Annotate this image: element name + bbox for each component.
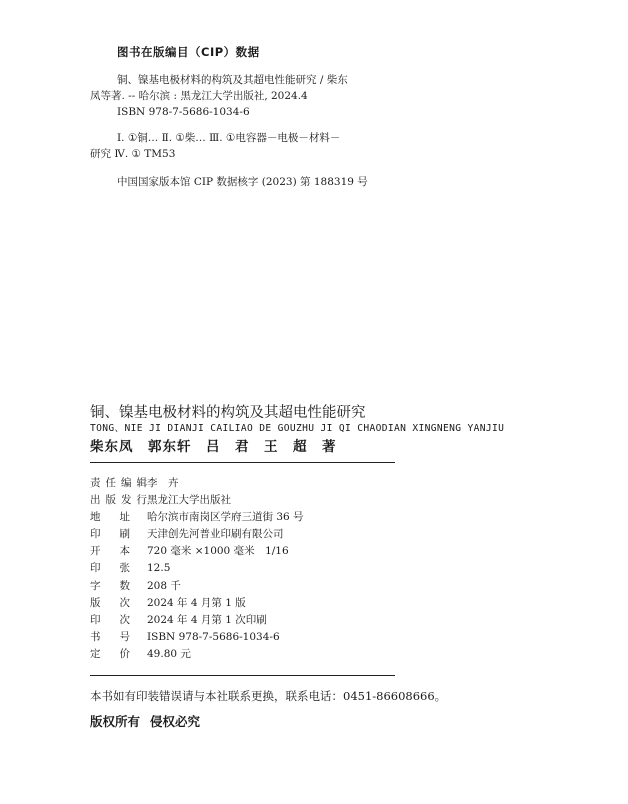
info-label bbox=[90, 629, 130, 646]
info-label-char: 张 bbox=[119, 562, 130, 575]
info-label-char: 印 bbox=[90, 562, 101, 575]
publishing-info-table bbox=[90, 475, 304, 663]
info-label-char: 印 bbox=[90, 528, 101, 541]
info-value: 天津创先河普业印刷有限公司 bbox=[147, 528, 284, 541]
info-label-char: 字 bbox=[90, 579, 101, 592]
info-label-char: 版 bbox=[105, 494, 116, 507]
info-value: 哈尔滨市南岗区学府三道街 36 号 bbox=[147, 511, 304, 524]
info-row bbox=[90, 475, 304, 492]
info-label-char: 本 bbox=[119, 545, 130, 558]
info-value: ISBN 978-7-5686-1034-6 bbox=[147, 630, 280, 643]
info-label-char: 任 bbox=[105, 477, 116, 489]
info-label-char: 数 bbox=[119, 579, 130, 592]
info-row bbox=[90, 595, 304, 612]
info-label-char: 刷 bbox=[119, 528, 130, 541]
cip-line: 铜、镍基电极材料的构筑及其超电性能研究 / 柴东 bbox=[117, 74, 348, 86]
cip-line: Ⅰ. ①铜… Ⅱ. ①柴… Ⅲ. ①电容器－电极－材料－ bbox=[117, 132, 341, 144]
info-row bbox=[90, 578, 304, 595]
info-label-char: 辑 bbox=[136, 477, 147, 489]
info-value: 12.5 bbox=[147, 562, 171, 575]
info-row bbox=[90, 509, 304, 526]
divider-bottom bbox=[90, 675, 395, 676]
info-row bbox=[90, 543, 304, 560]
info-label bbox=[90, 475, 147, 492]
info-row bbox=[90, 629, 304, 646]
info-label-char: 地 bbox=[90, 511, 101, 524]
info-row bbox=[90, 612, 304, 629]
info-label bbox=[90, 560, 130, 577]
info-label-char: 书 bbox=[90, 630, 101, 643]
info-label-char: 次 bbox=[119, 596, 130, 609]
info-label-char: 印 bbox=[90, 613, 101, 626]
info-label bbox=[90, 509, 130, 526]
info-label-char: 号 bbox=[119, 630, 130, 643]
info-label-char: 责 bbox=[90, 477, 101, 489]
cip-line: ISBN 978-7-5686-1034-6 bbox=[117, 106, 250, 118]
info-label bbox=[90, 646, 130, 663]
info-row bbox=[90, 492, 304, 509]
book-title: 铜、镍基电极材料的构筑及其超电性能研究 bbox=[90, 405, 366, 421]
book-authors: 柴东凤 郭东轩 吕 君 王 超 著 bbox=[90, 439, 337, 455]
info-label bbox=[90, 526, 130, 543]
info-value: 49.80 元 bbox=[147, 647, 191, 660]
divider-top bbox=[90, 462, 395, 463]
info-label-char: 址 bbox=[119, 511, 130, 524]
info-label-char: 发 bbox=[121, 494, 132, 507]
info-label-char: 次 bbox=[119, 613, 130, 626]
info-row bbox=[90, 646, 304, 663]
cip-line: 研究 Ⅳ. ① TM53 bbox=[90, 148, 176, 160]
info-label-char: 编 bbox=[121, 477, 132, 489]
info-label-char: 定 bbox=[90, 647, 101, 660]
infringement-notice: 侵权必究 bbox=[150, 714, 201, 729]
info-label-char: 价 bbox=[119, 647, 130, 660]
cip-title: 图书在版编目（CIP）数据 bbox=[117, 45, 260, 59]
info-row bbox=[90, 526, 304, 543]
info-value: 2024 年 4 月第 1 版 bbox=[147, 596, 246, 609]
info-value: 208 千 bbox=[147, 579, 181, 592]
info-label bbox=[90, 492, 147, 509]
info-value: 黑龙江大学出版社 bbox=[147, 494, 231, 507]
info-value: 2024 年 4 月第 1 次印刷 bbox=[147, 613, 267, 626]
cip-line: 凤等著. -- 哈尔滨 : 黑龙江大学出版社, 2024.4 bbox=[90, 90, 308, 102]
info-value: 李 卉 bbox=[147, 477, 179, 489]
info-label-char: 出 bbox=[90, 494, 101, 507]
rights-statement bbox=[90, 712, 200, 730]
info-label-char: 版 bbox=[90, 596, 101, 609]
info-value: 720 毫米 ×1000 毫米 1/16 bbox=[147, 545, 289, 558]
rights-reserved: 版权所有 bbox=[90, 714, 141, 729]
info-label-char: 开 bbox=[90, 545, 101, 558]
info-label bbox=[90, 595, 130, 612]
info-label-char: 行 bbox=[136, 494, 147, 507]
misprint-notice: 本书如有印装错误请与本社联系更换，联系电话：0451-86608666。 bbox=[90, 689, 447, 703]
book-title-pinyin: TONG、NIE JI DIANJI CAILIAO DE GOUZHU JI QI CHAODIAN XINGNENG YANJIU bbox=[90, 423, 505, 434]
info-label bbox=[90, 578, 130, 595]
cip-line: 中国国家版本馆 CIP 数据核字 (2023) 第 188319 号 bbox=[117, 176, 368, 188]
info-label bbox=[90, 543, 130, 560]
info-label bbox=[90, 612, 130, 629]
info-row bbox=[90, 560, 304, 577]
